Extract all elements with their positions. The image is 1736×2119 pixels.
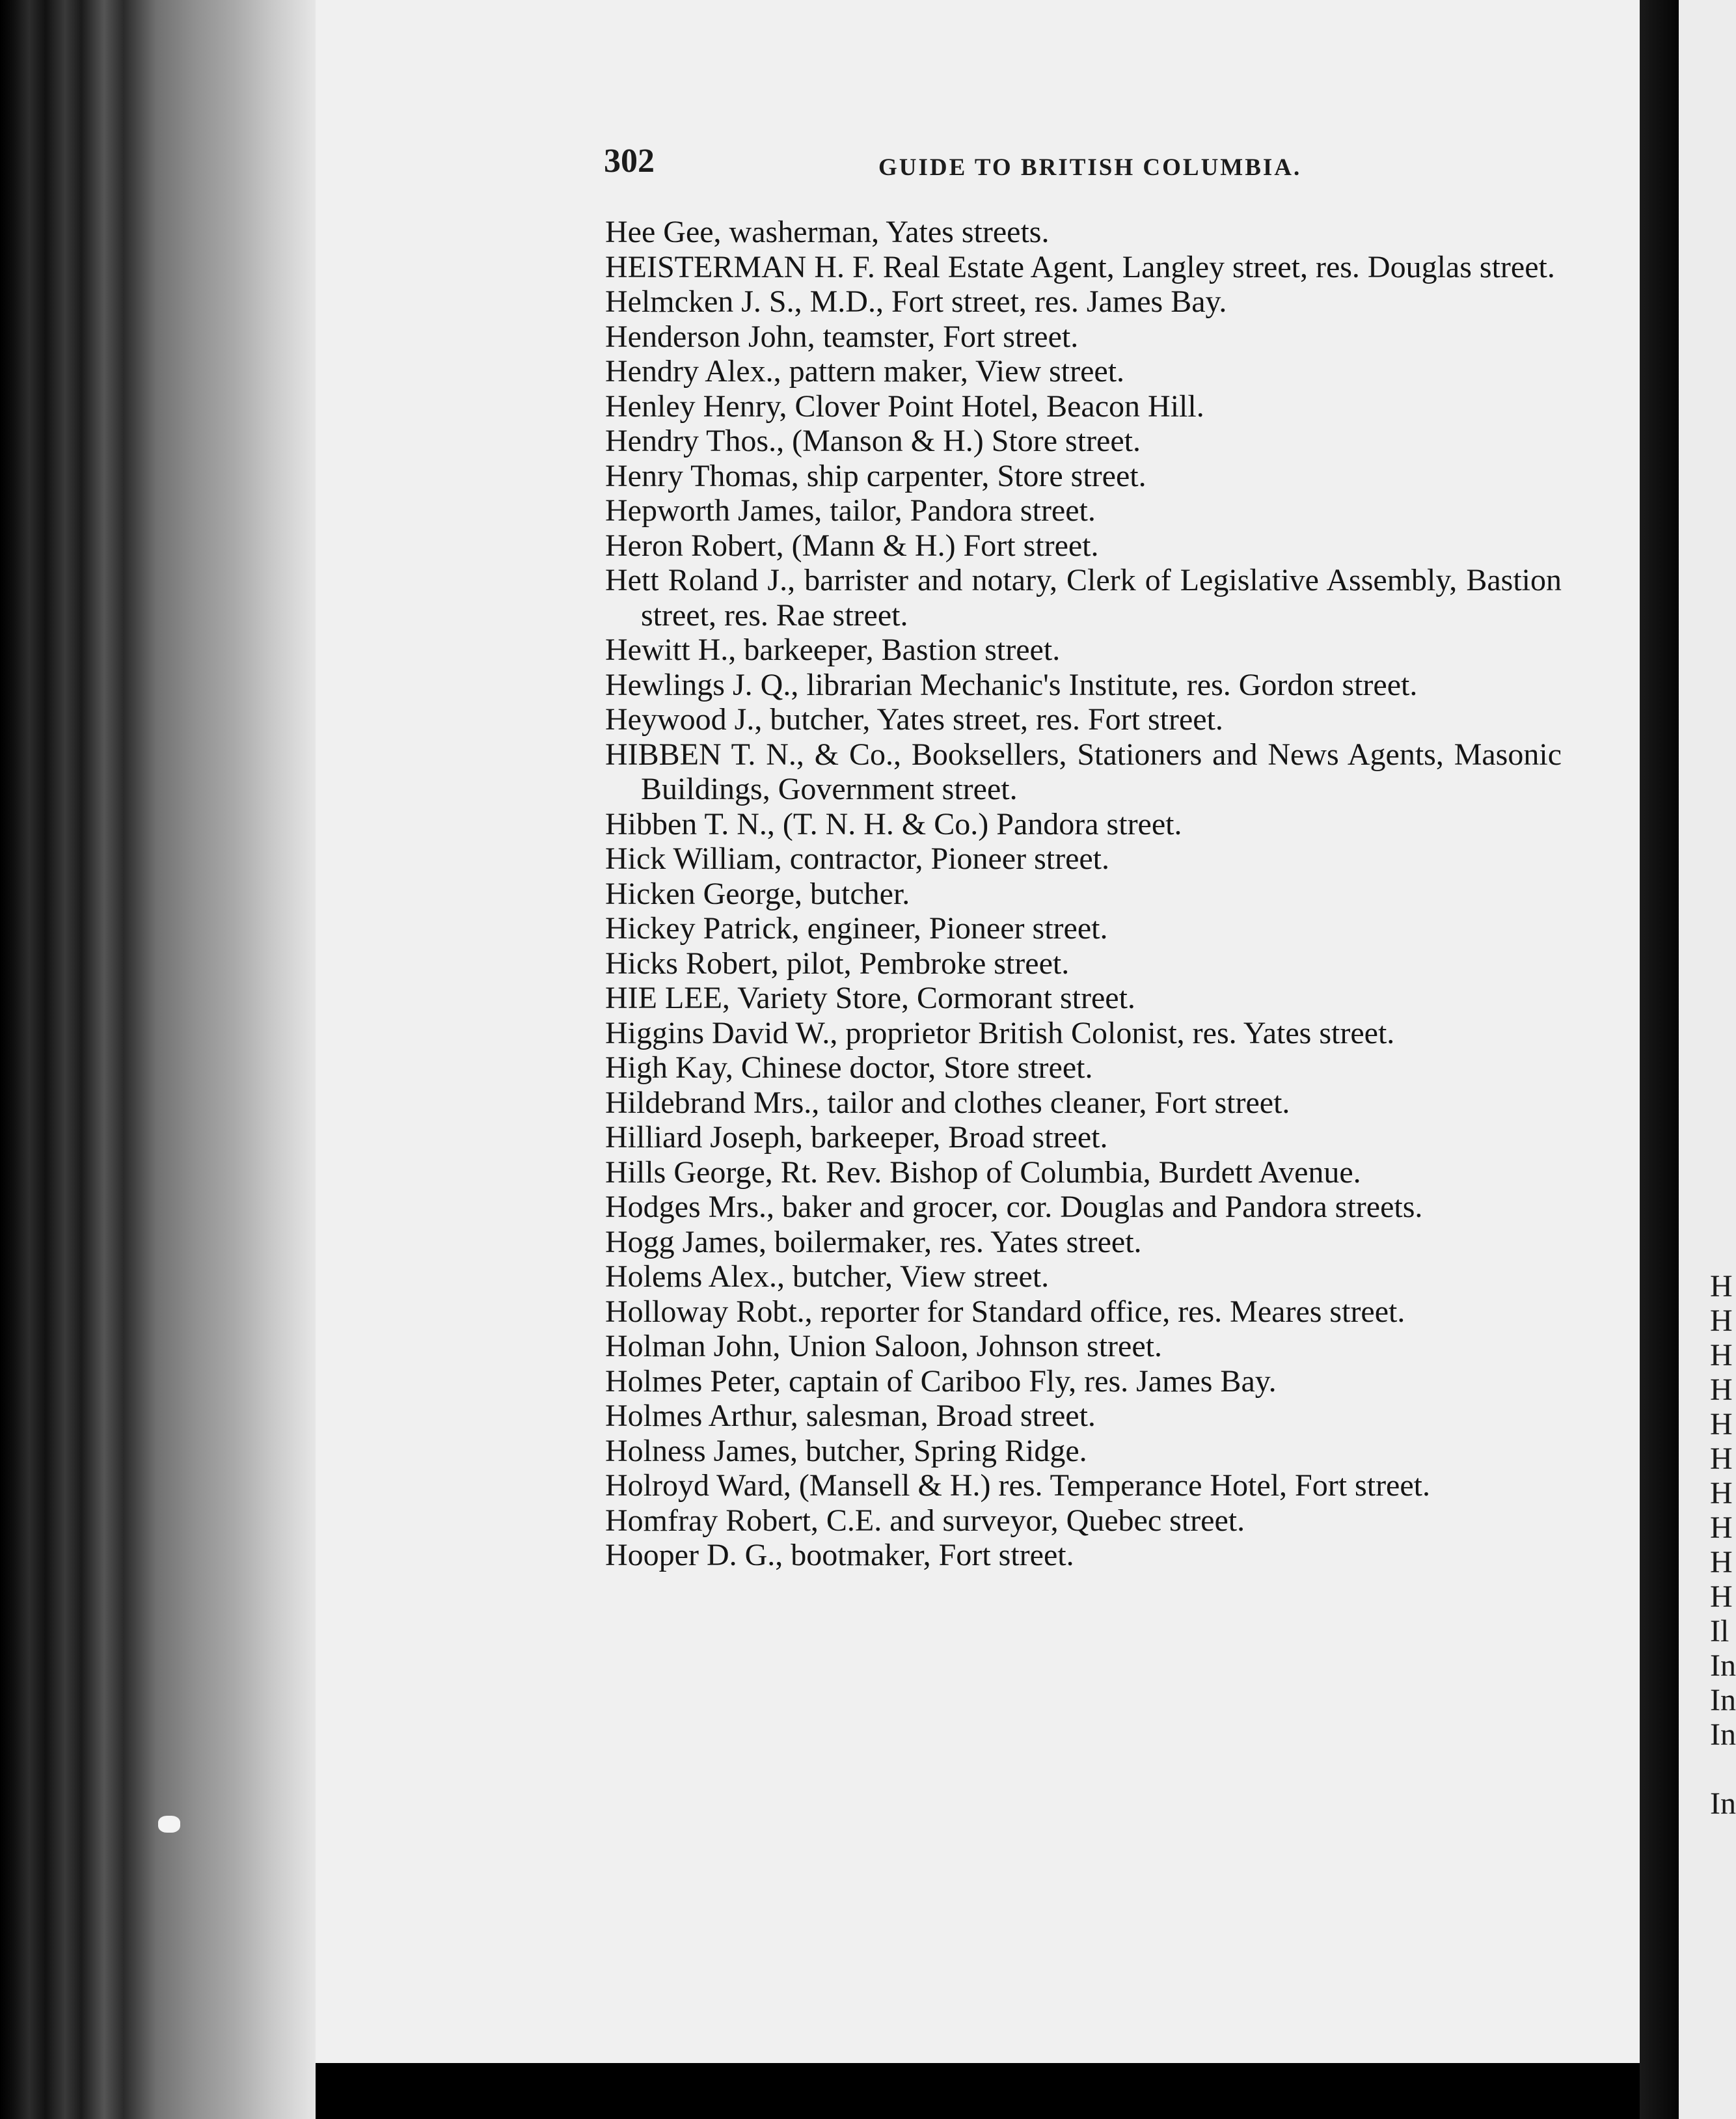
book-spine — [1640, 0, 1679, 2119]
paper-mark — [158, 1816, 180, 1833]
facing-page-letter: H — [1710, 1304, 1733, 1338]
directory-entry: Hibben T. N., (T. N. H. & Co.) Pandora street. — [605, 806, 1182, 841]
directory-entry: HEISTERMAN H. F. Real Estate Agent, Langley street, res. Douglas street. — [605, 249, 1555, 284]
directory-entry: Hogg James, boilermaker, res. Yates street. — [605, 1224, 1142, 1259]
directory-entry: Hewitt H., barkeeper, Bastion street. — [605, 633, 1061, 667]
facing-page-letter: Il — [1710, 1614, 1729, 1648]
facing-page-letter: H — [1710, 1579, 1733, 1614]
facing-page-letter: H — [1710, 1442, 1733, 1476]
scan-bottom-border — [316, 2063, 1640, 2119]
directory-entry: Hee Gee, washerman, Yates streets. — [605, 215, 1050, 249]
directory-entry: Hendry Thos., (Manson & H.) Store street. — [605, 424, 1141, 458]
directory-entry: Hendry Alex., pattern maker, View street. — [605, 354, 1125, 389]
facing-page-letter — [1710, 1752, 1736, 1786]
facing-page-letter: H — [1710, 1269, 1733, 1304]
facing-page-letter: In — [1710, 1717, 1736, 1752]
directory-entry: Holloway Robt., reporter for Standard office, res. Meares street. — [605, 1294, 1405, 1329]
directory-entry: Hepworth James, tailor, Pandora street. — [605, 493, 1096, 528]
directory-entry-list — [605, 215, 1562, 1573]
directory-entry: Hooper D. G., bootmaker, Fort street. — [605, 1538, 1074, 1572]
directory-entry: Holmes Peter, captain of Cariboo Fly, res. James Bay. — [605, 1363, 1277, 1399]
directory-entry: Hills George, Rt. Rev. Bishop of Columbia, Burdett Avenue. — [605, 1155, 1361, 1190]
directory-entry: Hicks Robert, pilot, Pembroke street. — [605, 946, 1070, 981]
directory-entry: HIE LEE, Variety Store, Cormorant street. — [605, 981, 1135, 1015]
directory-entry: Hicken George, butcher. — [605, 876, 910, 911]
facing-page-letter: H — [1710, 1476, 1733, 1511]
directory-entry: Hilliard Joseph, barkeeper, Broad street. — [605, 1120, 1108, 1155]
directory-entry: Heron Robert, (Mann & H.) Fort street. — [605, 528, 1099, 563]
page-number: 302 — [604, 143, 655, 180]
facing-page-letter: H — [1710, 1407, 1733, 1442]
directory-entry: Homfray Robert, C.E. and surveyor, Quebec street. — [605, 1503, 1245, 1538]
directory-entry: High Kay, Chinese doctor, Store street. — [605, 1050, 1093, 1085]
directory-entry: Holmes Arthur, salesman, Broad street. — [605, 1399, 1096, 1433]
directory-entry: Holman John, Union Saloon, Johnson street. — [605, 1329, 1162, 1363]
directory-entry: Holems Alex., butcher, View street. — [605, 1259, 1050, 1294]
directory-entry: Hickey Patrick, engineer, Pioneer street. — [605, 911, 1108, 946]
facing-page-letter: In — [1710, 1786, 1736, 1821]
left-book-edge — [0, 0, 332, 2119]
directory-entry: Hewlings J. Q., librarian Mechanic's Institute, res. Gordon street. — [605, 667, 1418, 702]
directory-entry: Henry Thomas, ship carpenter, Store street. — [605, 458, 1146, 493]
directory-entry: Hildebrand Mrs., tailor and clothes cleaner, Fort street. — [605, 1085, 1290, 1120]
directory-entry: Henley Henry, Clover Point Hotel, Beacon Hill. — [605, 389, 1204, 424]
directory-entry: Hett Roland J., barrister and notary, Clerk of Legislative Assembly, Bastion street, res. Rae street. — [605, 563, 1562, 633]
directory-entry: Hick William, contractor, Pioneer street. — [605, 841, 1110, 876]
facing-page-letters — [1710, 1269, 1736, 1821]
directory-entry: Henderson John, teamster, Fort street. — [605, 319, 1079, 354]
directory-entry: HIBBEN T. N., & Co., Booksellers, Stationers and News Agents, Masonic Buildings, Government street. — [605, 737, 1562, 806]
facing-page-letter: In — [1710, 1683, 1736, 1717]
running-title: GUIDE TO BRITISH COLUMBIA. — [878, 154, 1302, 181]
directory-entry: Holness James, butcher, Spring Ridge. — [605, 1433, 1087, 1468]
directory-entry: Hodges Mrs., baker and grocer, cor. Douglas and Pandora streets. — [605, 1190, 1423, 1224]
directory-entry: Helmcken J. S., M.D., Fort street, res. James Bay. — [605, 284, 1227, 319]
directory-entry: Holroyd Ward, (Mansell & H.) res. Temperance Hotel, Fort street. — [605, 1468, 1430, 1503]
facing-page-letter: H — [1710, 1511, 1733, 1545]
facing-page-letter: H — [1710, 1373, 1733, 1407]
facing-page-letter: In — [1710, 1648, 1736, 1683]
directory-entry: Heywood J., butcher, Yates street, res. Fort street. — [605, 702, 1223, 737]
directory-entry: Higgins David W., proprietor British Colonist, res. Yates street. — [605, 1015, 1395, 1050]
facing-page-letter: H — [1710, 1545, 1733, 1579]
facing-page-letter: H — [1710, 1338, 1733, 1373]
